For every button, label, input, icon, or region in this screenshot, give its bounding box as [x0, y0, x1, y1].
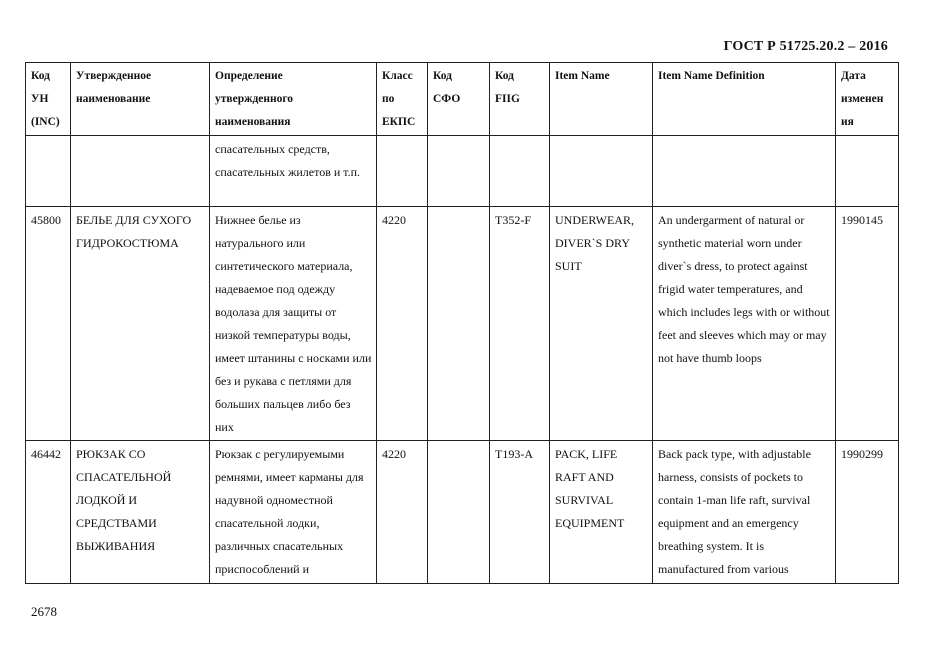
col-header-item-definition: Item Name Definition — [653, 63, 836, 136]
table-row — [26, 207, 899, 441]
cell-empty — [71, 136, 210, 207]
cell-empty — [836, 136, 899, 207]
cell-item-name: PACK, LIFE RAFT AND SURVIVAL EQUIPMENT — [550, 441, 653, 584]
cell-inc: 45800 — [26, 207, 71, 441]
cell-approved-name: БЕЛЬЕ ДЛЯ СУХОГО ГИДРОКОСТЮМА — [71, 207, 210, 441]
col-header-inc: Код УН (INC) — [26, 63, 71, 136]
cell-empty — [490, 136, 550, 207]
cell-sfo-code — [428, 441, 490, 584]
cell-inc: 46442 — [26, 441, 71, 584]
standard-designation: ГОСТ Р 51725.20.2 – 2016 — [723, 39, 888, 54]
table-row-continuation — [26, 136, 899, 207]
col-header-sfo-code: Код СФО — [428, 63, 490, 136]
cell-empty — [377, 136, 428, 207]
cell-definition: спасательных средств, спасательных жилетов и т.п. — [210, 136, 377, 207]
cell-item-name: UNDERWEAR, DIVER`S DRY SUIT — [550, 207, 653, 441]
cell-empty — [26, 136, 71, 207]
cell-change-date: 1990145 — [836, 207, 899, 441]
cell-ekps-class: 4220 — [377, 207, 428, 441]
cell-change-date: 1990299 — [836, 441, 899, 584]
cell-sfo-code — [428, 207, 490, 441]
table-row — [26, 441, 899, 584]
cell-empty — [428, 136, 490, 207]
cell-definition: Рюкзак с регулируемыми ремнями, имеет карманы для надувной одноместной спасательной лодки, различных спасательных приспособлений и — [210, 441, 377, 584]
col-header-fiig-code: Код FIIG — [490, 63, 550, 136]
col-header-item-name: Item Name — [550, 63, 653, 136]
cell-definition: Нижнее белье из натурального или синтетического материала, надеваемое под одежду водолаза для защиты от низкой температуры воды, имеет штанины с носками или без и рукава с петлями для больших пальцев либо без них — [210, 207, 377, 441]
cell-item-definition: Back pack type, with adjustable harness, consists of pockets to contain 1-man life raft, survival equipment and an emergency breathing system. It is manufactured from various — [653, 441, 836, 584]
col-header-approved-name: Утвержденное наименование — [71, 63, 210, 136]
col-header-ekps-class: Класс по ЕКПС — [377, 63, 428, 136]
cell-approved-name: РЮКЗАК СО СПАСАТЕЛЬНОЙ ЛОДКОЙ И СРЕДСТВАМИ ВЫЖИВАНИЯ — [71, 441, 210, 584]
cell-item-definition: An undergarment of natural or synthetic material worn under diver`s dress, to protect against frigid water temperatures, and which includes legs with or without feet and sleeves which may or may not have thumb loops — [653, 207, 836, 441]
col-header-definition: Определение утвержденного наименования — [210, 63, 377, 136]
cell-fiig-code: T352-F — [490, 207, 550, 441]
cell-fiig-code: T193-A — [490, 441, 550, 584]
col-header-change-date: Дата изменен ия — [836, 63, 899, 136]
cell-empty — [550, 136, 653, 207]
table-header-row — [26, 63, 899, 136]
cell-ekps-class: 4220 — [377, 441, 428, 584]
catalog-table — [25, 62, 899, 584]
cell-empty — [653, 136, 836, 207]
page-number: 2678 — [31, 604, 57, 619]
